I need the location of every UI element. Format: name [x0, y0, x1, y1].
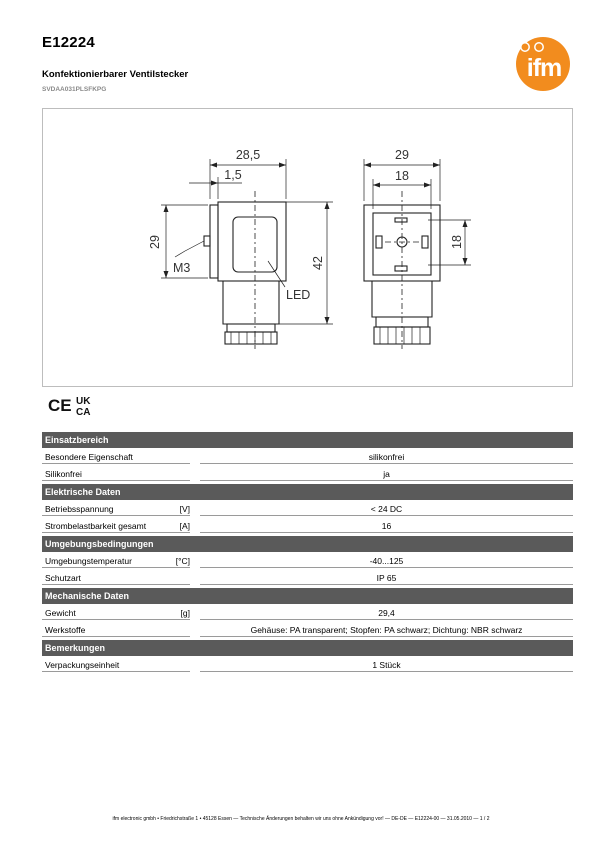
- dim-inner-height: 18: [450, 235, 464, 249]
- row-value: IP 65: [376, 573, 397, 583]
- product-code: E12224: [42, 34, 95, 51]
- dim-width-front: 29: [395, 148, 409, 162]
- page-number: 1 / 2: [479, 816, 490, 822]
- table-row: [42, 571, 573, 586]
- row-value: silikonfrei: [368, 452, 405, 462]
- section-header: Mechanische Daten: [42, 588, 573, 604]
- table-row: [42, 623, 573, 638]
- row-value: ja: [383, 469, 390, 479]
- row-value: 1 Stück: [372, 660, 401, 670]
- row-label: Silikonfrei: [45, 469, 82, 479]
- table-row: [42, 519, 573, 534]
- certification-marks: [42, 393, 102, 417]
- section-header: Einsatzbereich: [42, 432, 573, 448]
- row-unit: [A]: [179, 521, 190, 531]
- table-row: [42, 606, 573, 621]
- table-row: [42, 502, 573, 517]
- dim-offset: 1,5: [224, 168, 242, 182]
- row-unit: [V]: [179, 504, 190, 514]
- dim-inner-front: 18: [395, 169, 409, 183]
- specification-table: [42, 430, 573, 673]
- row-unit: [162, 571, 190, 585]
- row-value: 29,4: [378, 608, 395, 618]
- section-header: Umgebungsbedingungen: [42, 536, 573, 552]
- row-unit: [°C]: [175, 556, 190, 566]
- row-unit: [162, 658, 190, 672]
- article-number: SVDAA031PLSFKPG: [42, 86, 107, 93]
- dim-height-left: 29: [148, 235, 162, 249]
- row-value: < 24 DC: [370, 504, 403, 514]
- label-led: LED: [286, 288, 311, 302]
- row-label: Betriebsspannung: [45, 504, 114, 514]
- row-value: -40...125: [369, 556, 404, 566]
- table-row: [42, 467, 573, 482]
- section-mechanical: [42, 588, 573, 638]
- dim-height-right: 42: [311, 256, 325, 270]
- section-environment: [42, 536, 573, 586]
- row-label: Werkstoffe: [45, 625, 86, 635]
- table-row: [42, 554, 573, 569]
- row-value: Gehäuse: PA transparent; Stopfen: PA schwarz; Dichtung: NBR schwarz: [250, 625, 523, 635]
- row-label: Verpackungseinheit: [45, 660, 120, 670]
- ukca-mark-bottom: CA: [76, 407, 91, 417]
- section-header: Elektrische Daten: [42, 484, 573, 500]
- table-row: [42, 658, 573, 673]
- svg-text:ifm: ifm: [526, 54, 562, 82]
- page-footer: [0, 816, 602, 822]
- row-unit: [162, 467, 190, 481]
- row-label: Besondere Eigenschaft: [45, 452, 133, 462]
- row-label: Gewicht: [45, 608, 76, 618]
- row-unit: [g]: [180, 608, 190, 618]
- dim-width-side: 28,5: [235, 148, 261, 162]
- ce-mark: CE: [48, 396, 72, 415]
- row-label: Strombelastbarkeit gesamt: [45, 521, 147, 531]
- row-value: 16: [381, 521, 392, 531]
- row-unit: [162, 450, 190, 464]
- ukca-mark-top: UK: [76, 396, 91, 407]
- section-usage: [42, 432, 573, 482]
- product-name: Konfektionierbarer Ventilstecker: [42, 69, 189, 80]
- dimension-drawing: [42, 108, 573, 387]
- row-label: Schutzart: [45, 573, 81, 583]
- section-header: Bemerkungen: [42, 640, 573, 656]
- ifm-logo: [512, 36, 574, 92]
- label-thread: M3: [173, 261, 191, 275]
- section-remarks: [42, 640, 573, 673]
- section-electrical: [42, 484, 573, 534]
- footer-text: ifm electronic gmbh • Friedrichstraße 1 • 45128 Essen — Technische Änderungen behalten wir uns ohne Ankündigung vor! — DE-DE — E12224-00 — 31.05.2010 —: [112, 816, 479, 822]
- row-unit: [162, 623, 190, 637]
- row-label: Umgebungstemperatur: [45, 556, 132, 566]
- table-row: [42, 450, 573, 465]
